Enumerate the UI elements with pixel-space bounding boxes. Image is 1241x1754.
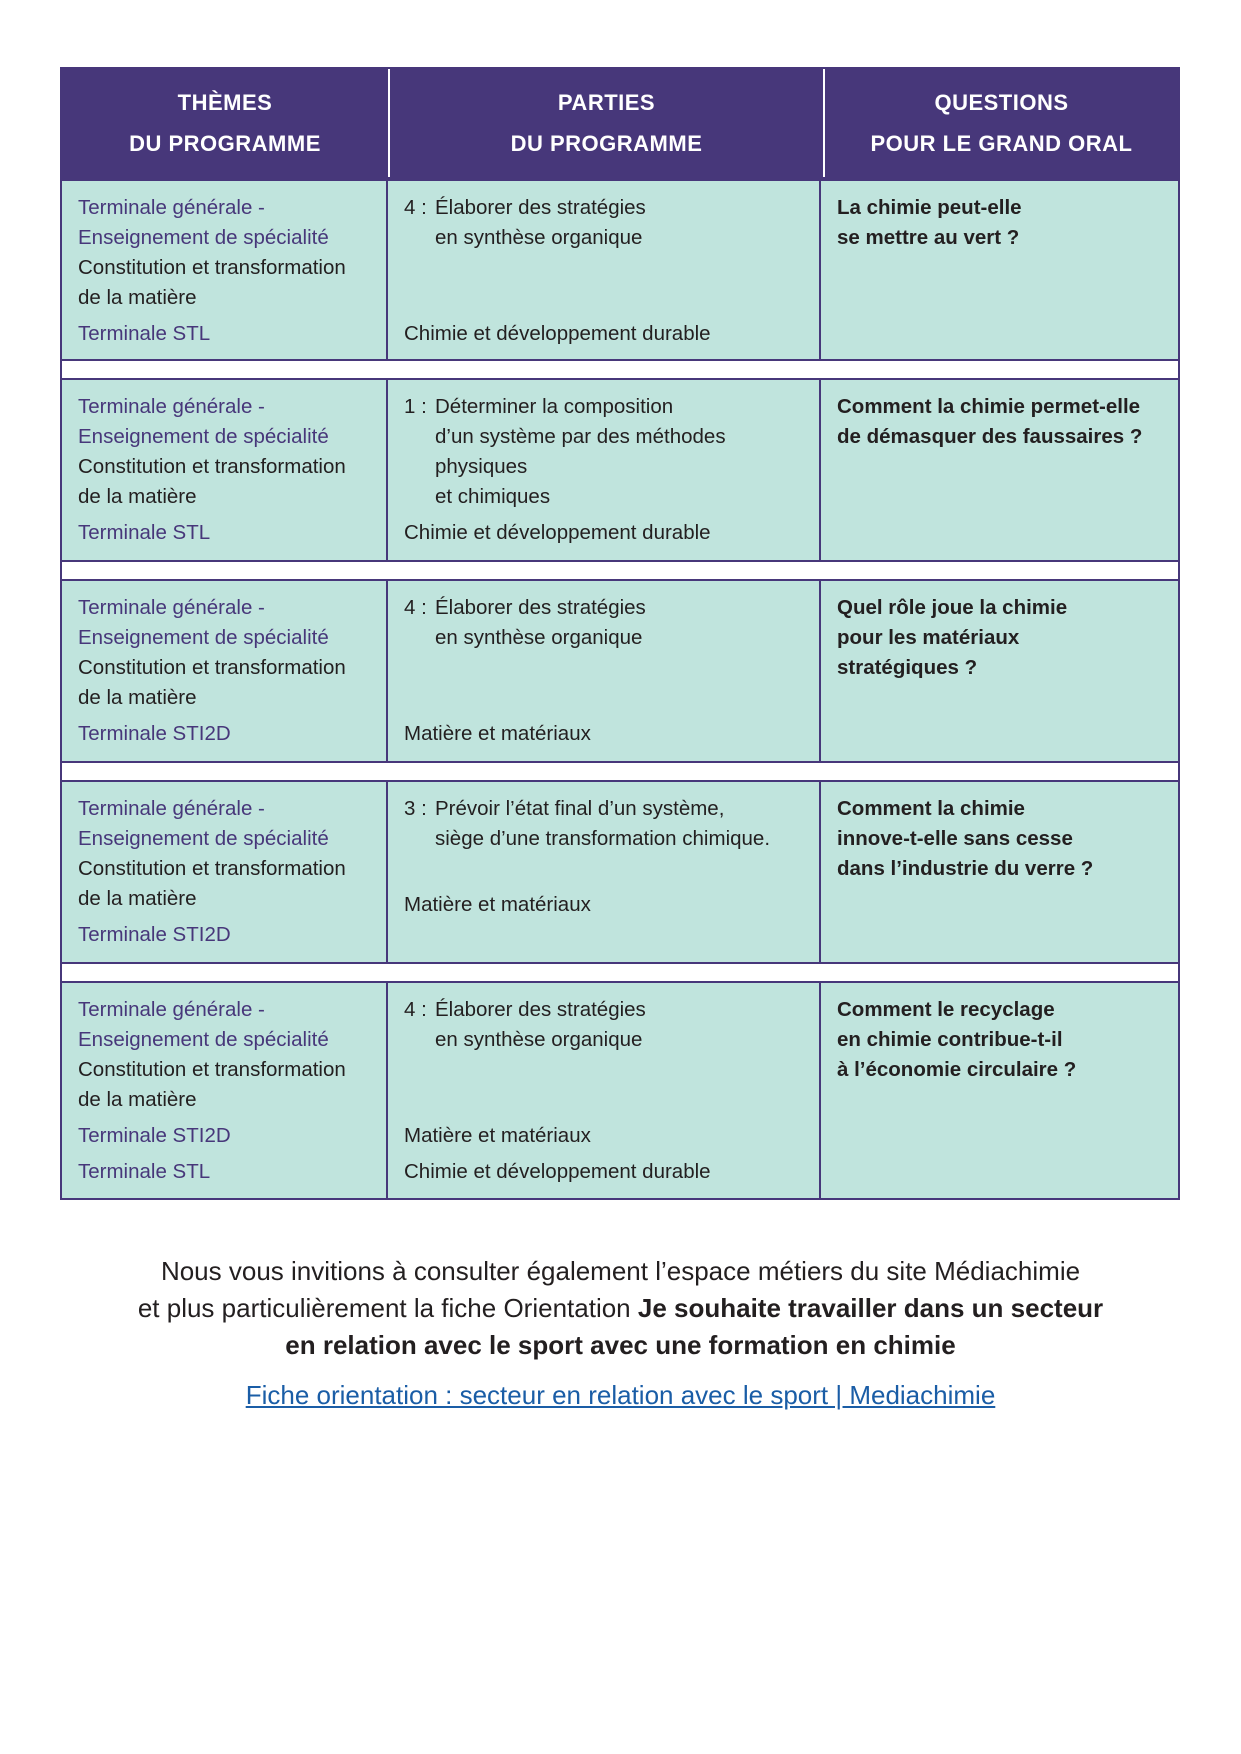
part-cell: 4 : Élaborer des stratégies en synthèse organique Matière et matériaux Chimie et développement durable [388, 983, 821, 1198]
track-label: Terminale STI2D [78, 722, 231, 745]
theme-cell: Terminale générale - Enseignement de spécialité Constitution et transformation de la matière Terminale STL [62, 181, 388, 359]
header-themes: THÈMES DU PROGRAMME [62, 69, 390, 177]
track-label: Terminale STI2D [78, 1124, 231, 1147]
theme-cell: Terminale générale - Enseignement de spécialité Constitution et transformation de la matière Terminale STI2D [62, 782, 388, 962]
programme-table [60, 67, 1180, 1200]
orientation-link-container [0, 1380, 1241, 1411]
table-row [60, 981, 1180, 1200]
row-separator [60, 964, 1180, 981]
question-cell: Comment le recyclage en chimie contribue-t-il à l’économie circulaire ? [837, 998, 1077, 1081]
track-label: Terminale STL [78, 322, 211, 345]
row-separator [60, 361, 1180, 378]
orientation-link[interactable]: Fiche orientation : secteur en relation avec le sport | Mediachimie [245, 1380, 996, 1410]
footer-paragraph: Nous vous invitions à consulter également l’espace métiers du site Médiachimie et plus particulièrement la fiche Orientation Je souhaite travailler dans un secteur en relation avec le sport avec une formation en chimie [137, 1256, 1104, 1360]
question-cell: La chimie peut-elle se mettre au vert ? [837, 196, 1022, 249]
question-cell: Comment la chimie innove-t-elle sans cesse dans l’industrie du verre ? [837, 797, 1094, 880]
table-row [60, 579, 1180, 763]
track-label: Terminale STL [78, 1160, 211, 1183]
track-label: Terminale STI2D [78, 923, 231, 946]
question-cell: Comment la chimie permet-elle de démasquer des faussaires ? [837, 395, 1143, 448]
part-cell: 4 : Élaborer des stratégies en synthèse organique Chimie et développement durable [388, 181, 821, 359]
question-cell: Quel rôle joue la chimie pour les matériaux stratégiques ? [837, 596, 1068, 679]
row-separator [60, 562, 1180, 579]
part-cell: 3 : Prévoir l’état final d’un système, siège d’une transformation chimique. Matière et matériaux [388, 782, 821, 962]
part-cell: 1 : Déterminer la composition d’un système par des méthodes physiques et chimiques Chimie et développement durable [388, 380, 821, 560]
track-label: Terminale STL [78, 521, 211, 544]
part-cell: 4 : Élaborer des stratégies en synthèse organique Matière et matériaux [388, 581, 821, 761]
header-questions: QUESTIONS POUR LE GRAND ORAL [870, 90, 1133, 156]
theme-cell: Terminale générale - Enseignement de spécialité Constitution et transformation de la matière Terminale STI2D [62, 581, 388, 761]
header-parties: PARTIES DU PROGRAMME [390, 69, 825, 177]
theme-cell: Terminale générale - Enseignement de spécialité Constitution et transformation de la matière Terminale STI2D Terminale STL [62, 983, 388, 1198]
row-separator [60, 763, 1180, 780]
table-header [60, 67, 1180, 179]
table-row [60, 780, 1180, 964]
table-row [60, 378, 1180, 562]
table-row [60, 179, 1180, 361]
theme-cell: Terminale générale - Enseignement de spécialité Constitution et transformation de la matière Terminale STL [62, 380, 388, 560]
